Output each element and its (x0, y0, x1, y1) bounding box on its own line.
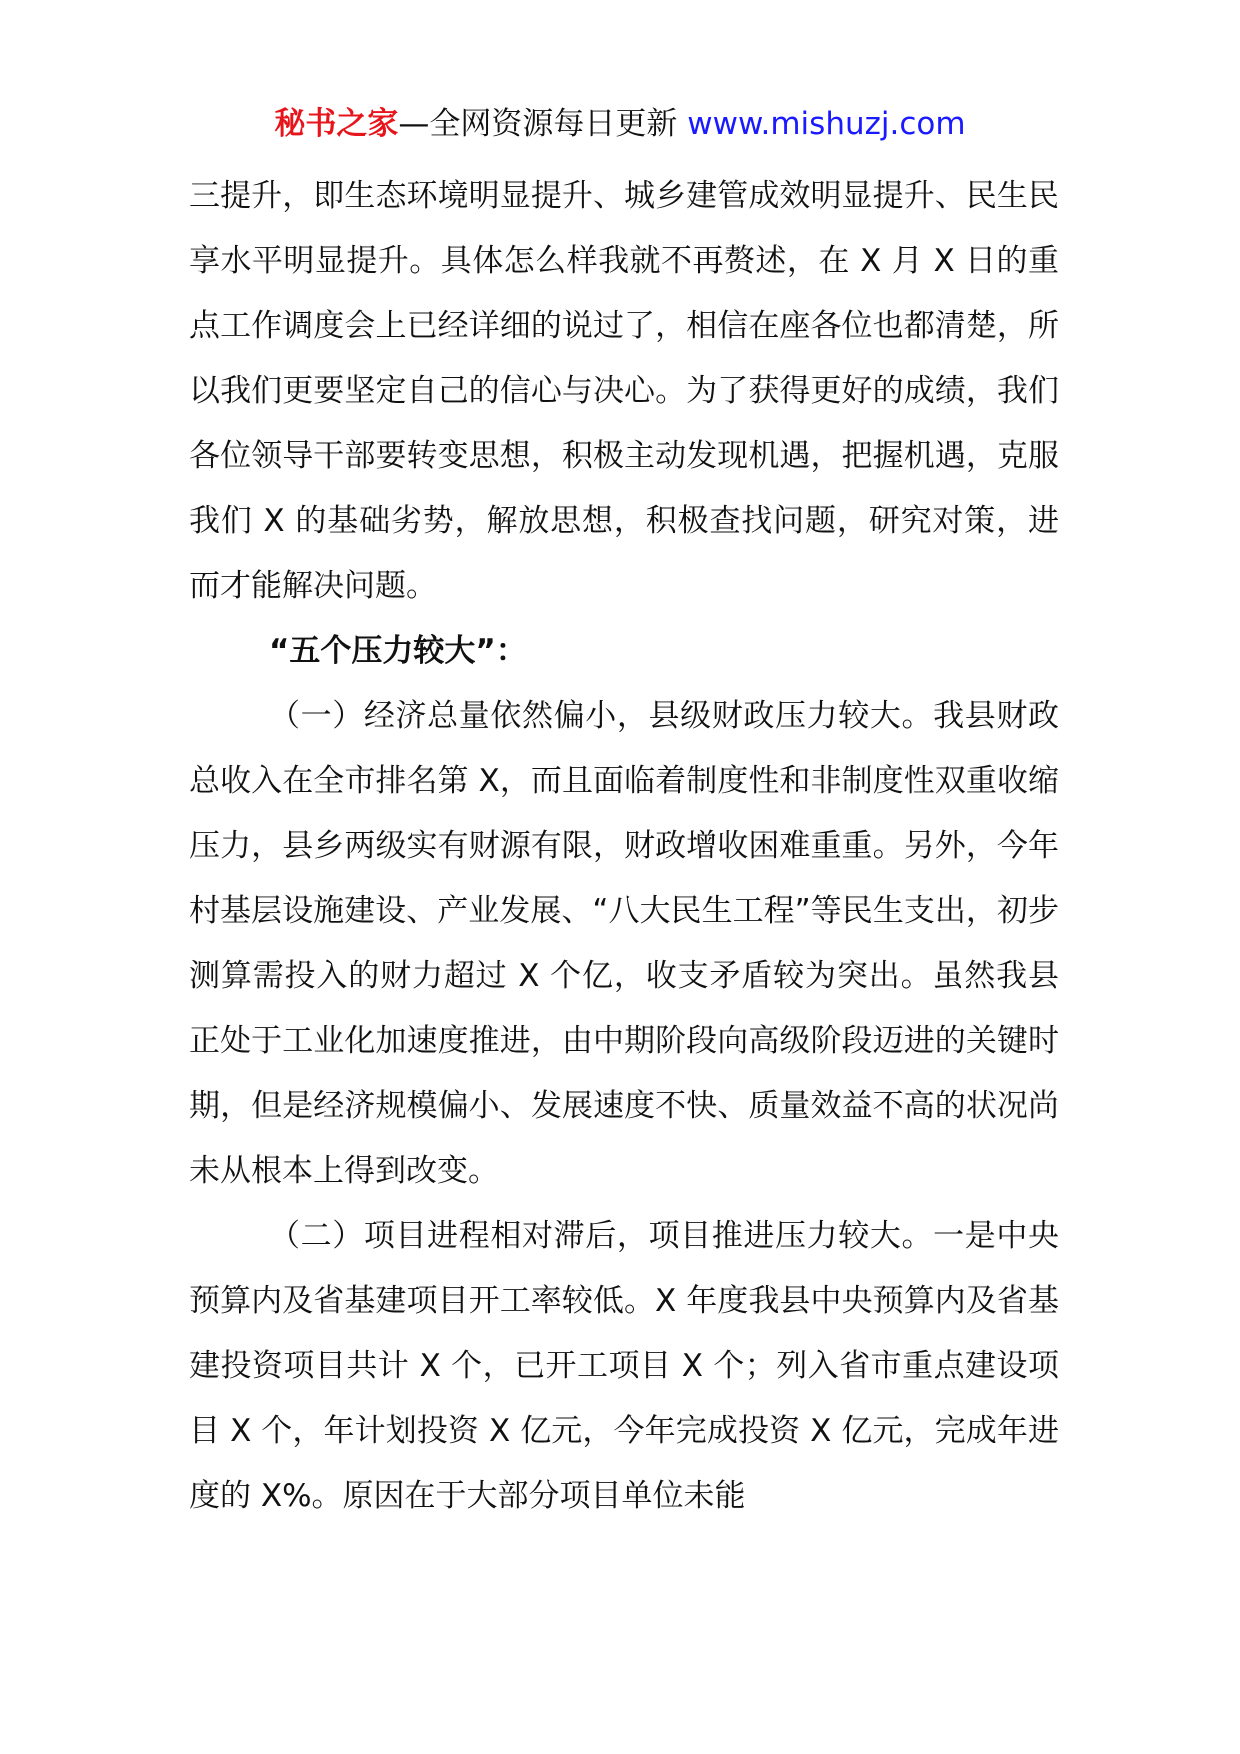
paragraph-economy: （一）经济总量依然偏小，县级财政压力较大。我县财政总收入在全市排名第 X，而且面临着制度性和非制度性双重收缩压力，县乡两级实有财源有限，财政增收困难重重。另外，今年村基层设施建设、产业发展、“八大民生工程”等民生支出，初步测算需投入的财力超过 X 个亿，收支矛盾较为突出。虽然我县正处于工业化加速度推进，由中期阶段向高级阶段迈进的关键时期，但是经济规模偏小、发展速度不快、质量效益不高的状况尚未从根本上得到改变。 (189, 698, 1059, 1189)
section-heading: “五个压力较大”： (269, 633, 527, 669)
site-tagline: —全网资源每日更新 (398, 106, 678, 142)
paragraph-projects: （二）项目进程相对滞后，项目推进压力较大。一是中央预算内及省基建项目开工率较低。X 年度我县中央预算内及省基建投资项目共计 X 个，已开工项目 X 个；列入省市重点建设项目 X 个，年计划投资 X 亿元，今年完成投资 X 亿元，完成年进度的 X%。原因在于大部分项目单位未能 (189, 1218, 1059, 1514)
site-brand: 秘书之家 (274, 106, 399, 142)
site-url-link[interactable]: www.mishuzj.com (687, 106, 966, 142)
paragraph-continuation: 三提升，即生态环境明显提升、城乡建管成效明显提升、民生民享水平明显提升。具体怎么样我就不再赘述，在 X 月 X 日的重点工作调度会上已经详细的说过了，相信在座各位也都清楚，所以我们更要坚定自己的信心与决心。为了获得更好的成绩，我们各位领导干部要转变思想，积极主动发现机遇，把握机遇，克服我们 X 的基础劣势，解放思想，积极查找问题，研究对策，进而才能解决问题。 (189, 178, 1059, 604)
document-body (189, 164, 1059, 1529)
site-header (0, 104, 1240, 144)
